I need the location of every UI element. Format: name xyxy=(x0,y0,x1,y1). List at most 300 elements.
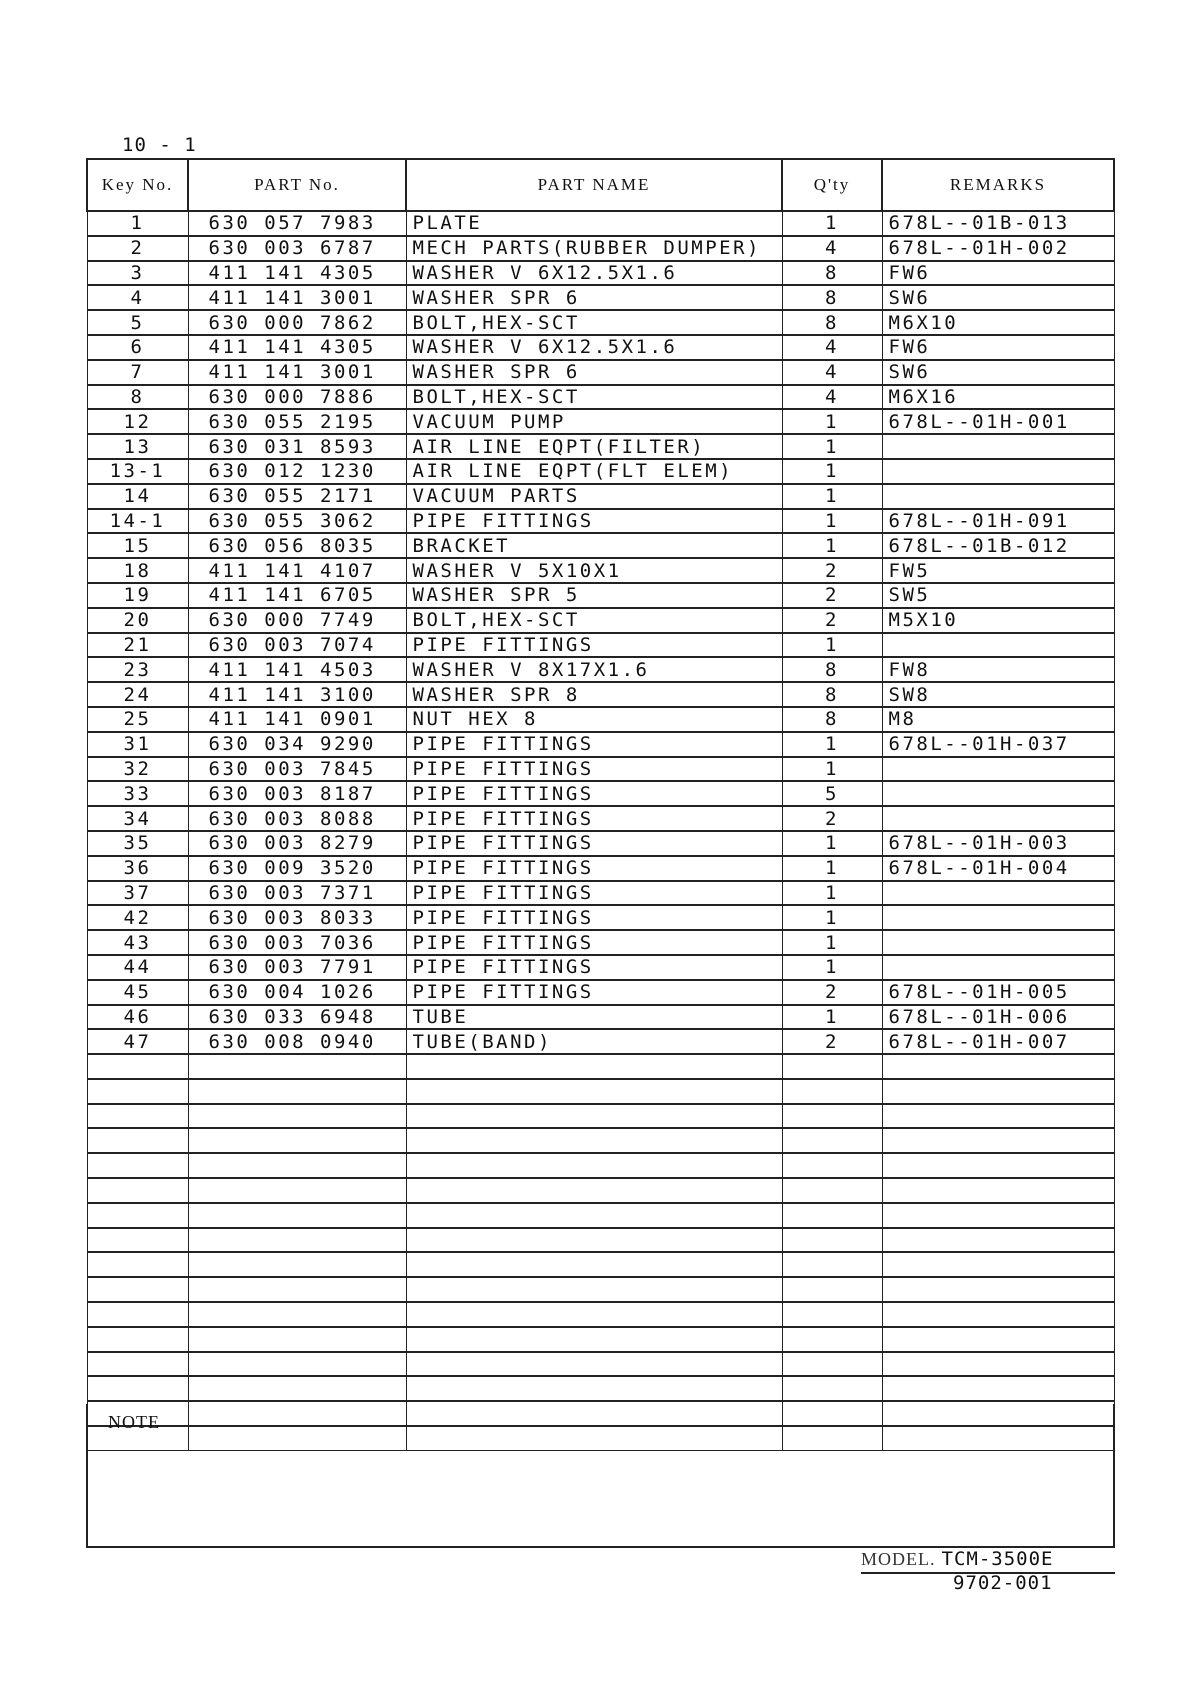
cell-key: 2 xyxy=(87,236,188,261)
cell-key: 13 xyxy=(87,434,188,459)
cell-key: 35 xyxy=(87,831,188,856)
cell-key: 18 xyxy=(87,558,188,583)
cell-remarks xyxy=(882,1327,1114,1352)
cell-part-no xyxy=(188,1277,406,1302)
cell-key: 1 xyxy=(87,211,188,236)
cell-remarks: SW5 xyxy=(882,583,1114,608)
cell-part-no: 630 000 7862 xyxy=(188,310,406,335)
cell-key: 43 xyxy=(87,930,188,955)
cell-part-name: PIPE FITTINGS xyxy=(406,781,782,806)
cell-key: 37 xyxy=(87,881,188,906)
table-row xyxy=(87,707,1114,732)
cell-key: 8 xyxy=(87,385,188,410)
cell-part-no: 630 004 1026 xyxy=(188,980,406,1005)
model-block xyxy=(861,1548,1115,1574)
cell-part-no xyxy=(188,1302,406,1327)
table-row xyxy=(87,657,1114,682)
sheet-number: 10 - 1 xyxy=(122,134,197,156)
cell-part-name: WASHER SPR 6 xyxy=(406,360,782,385)
cell-key xyxy=(87,1178,188,1203)
table-row xyxy=(87,732,1114,757)
header-key-no: Key No. xyxy=(87,159,188,211)
cell-remarks: FW6 xyxy=(882,261,1114,286)
cell-part-name: WASHER SPR 8 xyxy=(406,682,782,707)
cell-key: 12 xyxy=(87,409,188,434)
cell-part-name: PIPE FITTINGS xyxy=(406,806,782,831)
note-label: NOTE xyxy=(108,1412,160,1432)
cell-remarks xyxy=(882,1376,1114,1401)
table-row xyxy=(87,633,1114,658)
cell-part-name: PIPE FITTINGS xyxy=(406,905,782,930)
cell-qty xyxy=(782,1228,882,1253)
cell-remarks xyxy=(882,955,1114,980)
cell-key xyxy=(87,1376,188,1401)
cell-part-name xyxy=(406,1104,782,1129)
cell-key xyxy=(87,1352,188,1377)
cell-remarks xyxy=(882,806,1114,831)
cell-qty: 1 xyxy=(782,633,882,658)
table-row xyxy=(87,285,1114,310)
cell-qty: 1 xyxy=(782,484,882,509)
cell-part-name xyxy=(406,1352,782,1377)
cell-qty xyxy=(782,1178,882,1203)
cell-part-no: 630 003 8088 xyxy=(188,806,406,831)
cell-remarks xyxy=(882,1203,1114,1228)
table-row xyxy=(87,409,1114,434)
header-remarks: REMARKS xyxy=(882,159,1114,211)
cell-part-no: 630 031 8593 xyxy=(188,434,406,459)
cell-qty xyxy=(782,1203,882,1228)
cell-qty: 4 xyxy=(782,385,882,410)
cell-key: 23 xyxy=(87,657,188,682)
cell-part-name: VACUUM PUMP xyxy=(406,409,782,434)
empty-table-row xyxy=(87,1302,1114,1327)
cell-key: 19 xyxy=(87,583,188,608)
cell-part-name: WASHER V 5X10X1 xyxy=(406,558,782,583)
table-row xyxy=(87,360,1114,385)
cell-part-no: 411 141 0901 xyxy=(188,707,406,732)
table-header-row xyxy=(87,159,1114,211)
cell-remarks xyxy=(882,459,1114,484)
cell-remarks: M8 xyxy=(882,707,1114,732)
table-row xyxy=(87,583,1114,608)
table-row xyxy=(87,533,1114,558)
cell-key: 46 xyxy=(87,1005,188,1030)
cell-key: 44 xyxy=(87,955,188,980)
cell-remarks: FW6 xyxy=(882,335,1114,360)
cell-qty: 1 xyxy=(782,1005,882,1030)
cell-qty xyxy=(782,1054,882,1079)
cell-qty: 5 xyxy=(782,781,882,806)
cell-part-no: 411 141 4503 xyxy=(188,657,406,682)
cell-part-no: 630 000 7749 xyxy=(188,608,406,633)
cell-qty xyxy=(782,1277,882,1302)
cell-part-name: WASHER V 8X17X1.6 xyxy=(406,657,782,682)
cell-remarks: 678L--01H-037 xyxy=(882,732,1114,757)
cell-remarks: 678L--01H-007 xyxy=(882,1029,1114,1054)
empty-table-row xyxy=(87,1079,1114,1104)
cell-key xyxy=(87,1327,188,1352)
cell-key: 3 xyxy=(87,261,188,286)
cell-part-no: 411 141 3001 xyxy=(188,285,406,310)
cell-part-name: BOLT,HEX-SCT xyxy=(406,385,782,410)
cell-remarks xyxy=(882,1104,1114,1129)
table-row xyxy=(87,831,1114,856)
cell-part-no: 630 003 6787 xyxy=(188,236,406,261)
table-row xyxy=(87,211,1114,236)
table-row xyxy=(87,980,1114,1005)
empty-table-row xyxy=(87,1352,1114,1377)
cell-qty: 1 xyxy=(782,856,882,881)
cell-qty: 2 xyxy=(782,583,882,608)
cell-key xyxy=(87,1228,188,1253)
model-label: MODEL. xyxy=(861,1549,936,1569)
cell-part-no xyxy=(188,1376,406,1401)
table-row xyxy=(87,856,1114,881)
cell-qty: 1 xyxy=(782,459,882,484)
table-row xyxy=(87,1005,1114,1030)
cell-remarks xyxy=(882,484,1114,509)
table-row xyxy=(87,484,1114,509)
cell-remarks: FW8 xyxy=(882,657,1114,682)
parts-table xyxy=(86,158,1115,1451)
cell-part-name xyxy=(406,1252,782,1277)
cell-remarks xyxy=(882,1079,1114,1104)
cell-key: 15 xyxy=(87,533,188,558)
cell-remarks: SW6 xyxy=(882,285,1114,310)
cell-part-name xyxy=(406,1054,782,1079)
cell-remarks xyxy=(882,1277,1114,1302)
cell-part-name: WASHER V 6X12.5X1.6 xyxy=(406,335,782,360)
table-row xyxy=(87,781,1114,806)
cell-part-name: VACUUM PARTS xyxy=(406,484,782,509)
cell-key: 6 xyxy=(87,335,188,360)
empty-table-row xyxy=(87,1178,1114,1203)
cell-part-no xyxy=(188,1079,406,1104)
cell-part-no: 630 034 9290 xyxy=(188,732,406,757)
table-row xyxy=(87,930,1114,955)
table-row xyxy=(87,236,1114,261)
cell-remarks xyxy=(882,757,1114,782)
cell-part-no: 630 057 7983 xyxy=(188,211,406,236)
cell-remarks xyxy=(882,1352,1114,1377)
cell-remarks: M6X16 xyxy=(882,385,1114,410)
cell-qty: 2 xyxy=(782,608,882,633)
header-part-no: PART No. xyxy=(188,159,406,211)
empty-table-row xyxy=(87,1228,1114,1253)
cell-key: 20 xyxy=(87,608,188,633)
cell-key: 14-1 xyxy=(87,509,188,534)
cell-part-name: BOLT,HEX-SCT xyxy=(406,310,782,335)
cell-remarks: 678L--01B-013 xyxy=(882,211,1114,236)
cell-remarks xyxy=(882,905,1114,930)
cell-remarks xyxy=(882,781,1114,806)
cell-key: 24 xyxy=(87,682,188,707)
cell-qty xyxy=(782,1252,882,1277)
cell-part-name: PIPE FITTINGS xyxy=(406,930,782,955)
table-row xyxy=(87,955,1114,980)
empty-table-row xyxy=(87,1203,1114,1228)
cell-part-no xyxy=(188,1128,406,1153)
cell-qty: 1 xyxy=(782,409,882,434)
cell-qty: 2 xyxy=(782,558,882,583)
cell-qty xyxy=(782,1302,882,1327)
cell-qty: 1 xyxy=(782,831,882,856)
cell-part-name: BRACKET xyxy=(406,533,782,558)
cell-qty xyxy=(782,1128,882,1153)
cell-part-name: PIPE FITTINGS xyxy=(406,955,782,980)
cell-key xyxy=(87,1277,188,1302)
document-number: 9702-001 xyxy=(953,1572,1053,1594)
cell-remarks xyxy=(882,1128,1114,1153)
cell-part-no: 630 003 7371 xyxy=(188,881,406,906)
cell-part-name: WASHER SPR 5 xyxy=(406,583,782,608)
cell-part-no: 630 003 8279 xyxy=(188,831,406,856)
cell-qty: 4 xyxy=(782,360,882,385)
cell-qty: 2 xyxy=(782,1029,882,1054)
cell-key: 42 xyxy=(87,905,188,930)
empty-table-row xyxy=(87,1252,1114,1277)
cell-part-no xyxy=(188,1228,406,1253)
cell-remarks: 678L--01B-012 xyxy=(882,533,1114,558)
cell-part-no: 411 141 6705 xyxy=(188,583,406,608)
empty-table-row xyxy=(87,1128,1114,1153)
cell-part-no: 630 003 7791 xyxy=(188,955,406,980)
empty-table-row xyxy=(87,1376,1114,1401)
empty-table-row xyxy=(87,1277,1114,1302)
cell-part-no: 630 000 7886 xyxy=(188,385,406,410)
cell-part-name: NUT HEX 8 xyxy=(406,707,782,732)
cell-part-name: PIPE FITTINGS xyxy=(406,509,782,534)
cell-part-name: BOLT,HEX-SCT xyxy=(406,608,782,633)
cell-key xyxy=(87,1104,188,1129)
cell-part-no xyxy=(188,1104,406,1129)
cell-part-name: PIPE FITTINGS xyxy=(406,633,782,658)
cell-part-name: PIPE FITTINGS xyxy=(406,831,782,856)
cell-part-no: 630 008 0940 xyxy=(188,1029,406,1054)
cell-key: 14 xyxy=(87,484,188,509)
cell-key xyxy=(87,1203,188,1228)
cell-part-no xyxy=(188,1054,406,1079)
cell-part-name: TUBE xyxy=(406,1005,782,1030)
cell-part-no xyxy=(188,1327,406,1352)
cell-part-name xyxy=(406,1153,782,1178)
cell-part-no: 630 003 7845 xyxy=(188,757,406,782)
cell-part-no: 630 012 1230 xyxy=(188,459,406,484)
cell-key: 25 xyxy=(87,707,188,732)
empty-table-row xyxy=(87,1104,1114,1129)
cell-remarks: 678L--01H-001 xyxy=(882,409,1114,434)
cell-part-no: 630 003 7036 xyxy=(188,930,406,955)
table-row xyxy=(87,608,1114,633)
cell-remarks xyxy=(882,633,1114,658)
cell-qty: 4 xyxy=(782,236,882,261)
cell-key xyxy=(87,1054,188,1079)
cell-remarks xyxy=(882,1228,1114,1253)
cell-part-no: 411 141 3100 xyxy=(188,682,406,707)
cell-part-no: 630 055 3062 xyxy=(188,509,406,534)
table-row xyxy=(87,335,1114,360)
cell-qty: 1 xyxy=(782,757,882,782)
cell-key xyxy=(87,1252,188,1277)
cell-remarks xyxy=(882,1302,1114,1327)
empty-table-row xyxy=(87,1054,1114,1079)
cell-part-name: AIR LINE EQPT(FILTER) xyxy=(406,434,782,459)
cell-part-no: 630 003 8187 xyxy=(188,781,406,806)
cell-part-name xyxy=(406,1277,782,1302)
cell-qty xyxy=(782,1104,882,1129)
cell-qty: 8 xyxy=(782,657,882,682)
header-qty: Q'ty xyxy=(782,159,882,211)
cell-key: 47 xyxy=(87,1029,188,1054)
empty-table-row xyxy=(87,1327,1114,1352)
cell-remarks: 678L--01H-004 xyxy=(882,856,1114,881)
cell-qty: 1 xyxy=(782,905,882,930)
cell-qty xyxy=(782,1153,882,1178)
cell-part-name: PIPE FITTINGS xyxy=(406,881,782,906)
cell-part-name: WASHER V 6X12.5X1.6 xyxy=(406,261,782,286)
cell-part-no: 630 056 8035 xyxy=(188,533,406,558)
cell-remarks: 678L--01H-005 xyxy=(882,980,1114,1005)
cell-qty xyxy=(782,1376,882,1401)
cell-part-no: 411 141 4107 xyxy=(188,558,406,583)
cell-remarks: 678L--01H-091 xyxy=(882,509,1114,534)
cell-qty: 2 xyxy=(782,980,882,1005)
cell-key: 36 xyxy=(87,856,188,881)
cell-qty: 4 xyxy=(782,335,882,360)
cell-remarks: 678L--01H-002 xyxy=(882,236,1114,261)
table-row xyxy=(87,558,1114,583)
cell-qty: 1 xyxy=(782,434,882,459)
cell-part-name xyxy=(406,1327,782,1352)
cell-part-name xyxy=(406,1228,782,1253)
cell-key: 4 xyxy=(87,285,188,310)
table-row xyxy=(87,261,1114,286)
cell-part-no: 630 055 2195 xyxy=(188,409,406,434)
cell-qty: 1 xyxy=(782,509,882,534)
table-row xyxy=(87,459,1114,484)
empty-table-row xyxy=(87,1153,1114,1178)
table-row xyxy=(87,806,1114,831)
cell-part-no: 411 141 4305 xyxy=(188,261,406,286)
cell-qty: 1 xyxy=(782,930,882,955)
cell-qty: 1 xyxy=(782,732,882,757)
cell-part-no xyxy=(188,1153,406,1178)
model-value: TCM-3500E xyxy=(941,1548,1054,1570)
cell-remarks xyxy=(882,930,1114,955)
cell-part-name: PIPE FITTINGS xyxy=(406,757,782,782)
note-box xyxy=(86,1404,1115,1548)
cell-remarks: 678L--01H-003 xyxy=(882,831,1114,856)
cell-remarks xyxy=(882,1252,1114,1277)
cell-remarks: SW8 xyxy=(882,682,1114,707)
cell-remarks: M5X10 xyxy=(882,608,1114,633)
cell-part-no: 630 033 6948 xyxy=(188,1005,406,1030)
cell-qty: 1 xyxy=(782,881,882,906)
cell-qty: 8 xyxy=(782,707,882,732)
cell-qty xyxy=(782,1079,882,1104)
cell-qty: 8 xyxy=(782,682,882,707)
cell-key: 13-1 xyxy=(87,459,188,484)
table-row xyxy=(87,434,1114,459)
cell-part-name xyxy=(406,1128,782,1153)
table-row xyxy=(87,881,1114,906)
cell-key xyxy=(87,1079,188,1104)
cell-part-no: 411 141 3001 xyxy=(188,360,406,385)
cell-key xyxy=(87,1153,188,1178)
table-row xyxy=(87,1029,1114,1054)
cell-part-name: TUBE(BAND) xyxy=(406,1029,782,1054)
cell-key: 34 xyxy=(87,806,188,831)
cell-part-name xyxy=(406,1203,782,1228)
cell-part-name: AIR LINE EQPT(FLT ELEM) xyxy=(406,459,782,484)
table-row xyxy=(87,310,1114,335)
cell-part-no xyxy=(188,1178,406,1203)
cell-part-name: MECH PARTS(RUBBER DUMPER) xyxy=(406,236,782,261)
cell-key: 5 xyxy=(87,310,188,335)
cell-part-name: WASHER SPR 6 xyxy=(406,285,782,310)
cell-remarks xyxy=(882,1054,1114,1079)
cell-remarks: SW6 xyxy=(882,360,1114,385)
cell-part-no xyxy=(188,1352,406,1377)
cell-part-name: PIPE FITTINGS xyxy=(406,856,782,881)
cell-part-no xyxy=(188,1252,406,1277)
cell-remarks xyxy=(882,434,1114,459)
cell-part-no: 411 141 4305 xyxy=(188,335,406,360)
cell-remarks xyxy=(882,1153,1114,1178)
cell-part-name: PIPE FITTINGS xyxy=(406,732,782,757)
cell-part-name xyxy=(406,1302,782,1327)
cell-remarks: 678L--01H-006 xyxy=(882,1005,1114,1030)
cell-qty: 1 xyxy=(782,955,882,980)
cell-key: 31 xyxy=(87,732,188,757)
cell-part-no: 630 003 7074 xyxy=(188,633,406,658)
cell-qty xyxy=(782,1327,882,1352)
cell-key xyxy=(87,1128,188,1153)
cell-part-name: PLATE xyxy=(406,211,782,236)
cell-part-no: 630 055 2171 xyxy=(188,484,406,509)
cell-key: 32 xyxy=(87,757,188,782)
table-row xyxy=(87,757,1114,782)
cell-part-name xyxy=(406,1178,782,1203)
cell-qty: 1 xyxy=(782,211,882,236)
table-row xyxy=(87,385,1114,410)
cell-qty: 2 xyxy=(782,806,882,831)
cell-remarks: FW5 xyxy=(882,558,1114,583)
cell-part-no xyxy=(188,1203,406,1228)
cell-key: 45 xyxy=(87,980,188,1005)
table-row xyxy=(87,509,1114,534)
cell-qty: 8 xyxy=(782,310,882,335)
table-row xyxy=(87,905,1114,930)
cell-part-no: 630 003 8033 xyxy=(188,905,406,930)
cell-remarks: M6X10 xyxy=(882,310,1114,335)
cell-part-name xyxy=(406,1079,782,1104)
cell-part-name xyxy=(406,1376,782,1401)
table-row xyxy=(87,682,1114,707)
cell-qty xyxy=(782,1352,882,1377)
cell-qty: 8 xyxy=(782,285,882,310)
header-part-name: PART NAME xyxy=(406,159,782,211)
cell-key xyxy=(87,1302,188,1327)
cell-remarks xyxy=(882,881,1114,906)
cell-key: 33 xyxy=(87,781,188,806)
cell-qty: 1 xyxy=(782,533,882,558)
cell-qty: 8 xyxy=(782,261,882,286)
cell-key: 21 xyxy=(87,633,188,658)
cell-key: 7 xyxy=(87,360,188,385)
cell-part-no: 630 009 3520 xyxy=(188,856,406,881)
